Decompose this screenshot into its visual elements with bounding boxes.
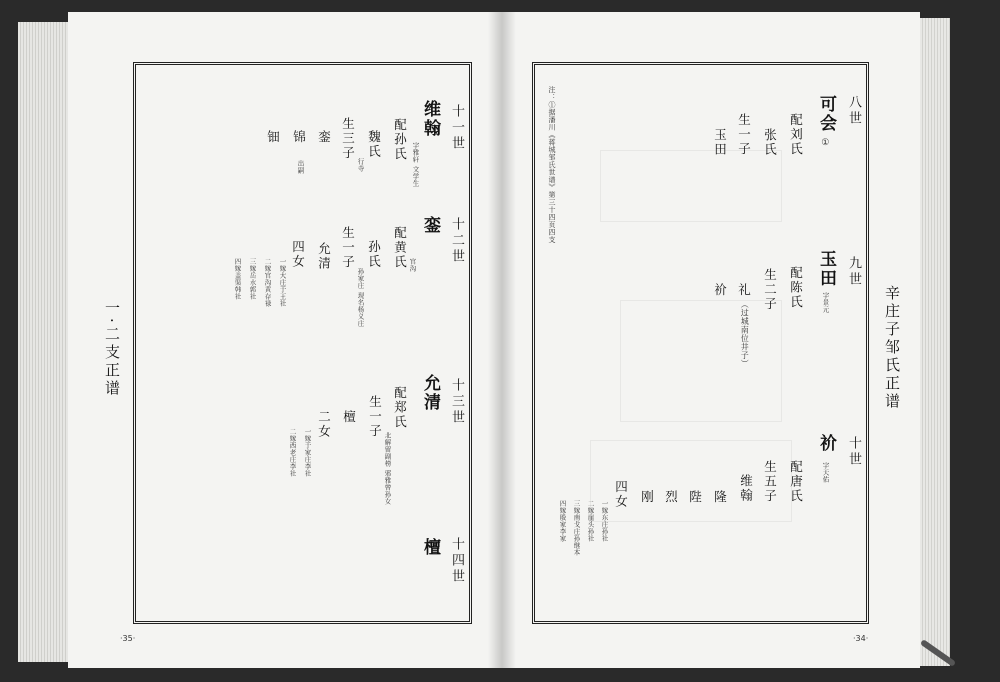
generation-header-11: 十一世	[449, 104, 464, 152]
spouse-huang-note: 官沟	[408, 258, 417, 272]
son-li-note: （过城南位井子）	[740, 300, 750, 368]
daughter-marriage-g10-2: 二嫁崖头孙社	[586, 500, 595, 542]
footnote-mark: ①	[820, 138, 831, 149]
daughter-marriage-g13-1: 一嫁于家庄李社	[303, 428, 312, 477]
footnote: 注：①据潘川《蒋城邹氏世谱》第三十四页四支	[548, 86, 557, 244]
person-name-yutian: 玉田	[816, 250, 836, 288]
daughter-marriage-g10-4: 四嫁殷家李家	[558, 500, 567, 542]
spouse-sun-2-note: 孙家庄 现名杨义庄	[356, 268, 365, 327]
spouse-sun: 配孙氏	[392, 118, 408, 162]
son-gang: 刚	[639, 490, 655, 505]
spouse-wei-note: 行寺	[356, 158, 365, 172]
son-bi: 陛	[687, 490, 703, 505]
spouse-sun-2: 孙氏	[366, 240, 382, 269]
children-count-g12: 生一子	[340, 226, 356, 270]
person-note-jie: 字天佑	[821, 462, 830, 483]
children-count-g9: 生二子	[762, 268, 778, 312]
daughter-marriage-1: 一嫁大庄于王社	[278, 258, 287, 307]
son-long: 隆	[712, 490, 728, 505]
son-jie: 祄	[712, 283, 728, 298]
spouse-wei: 魏氏	[366, 130, 382, 159]
person-name-weihan: 维翰	[420, 100, 440, 138]
generation-header-10: 十世	[846, 436, 861, 468]
left-page-edges	[18, 22, 68, 662]
generation-header-14: 十四世	[449, 537, 464, 585]
daughters-g10: 四女	[613, 480, 629, 509]
generation-header-12: 十二世	[449, 217, 464, 265]
son-jin-note: 出嗣	[296, 160, 305, 174]
spine-title: 一·二支正谱	[103, 300, 121, 398]
spouse-zheng-note: 北解留副榜 邪雅曾孙女	[383, 432, 392, 505]
son-tan: 檀	[341, 410, 357, 425]
daughter-marriage-g10-1: 一嫁东庄孙社	[600, 500, 609, 542]
gutter-shadow	[488, 12, 516, 668]
spouse-liu: 配刘氏	[788, 113, 804, 157]
daughters-g12: 四女	[290, 240, 306, 269]
generation-header-8: 八世	[846, 95, 861, 127]
person-note-yutian: 字景元	[821, 292, 830, 313]
person-name-jie: 祄	[816, 434, 836, 453]
spouse-zheng: 配郑氏	[392, 386, 408, 430]
son-li: 礼	[736, 283, 752, 298]
children-count-g10: 生五子	[762, 460, 778, 504]
son-luan: 銮	[316, 130, 332, 145]
person-name-kehui: 可会	[816, 95, 836, 133]
person-note-weihan: 字雅轩 文学生	[411, 142, 420, 187]
children-count-g11: 生三子	[340, 117, 356, 161]
right-page-number: ·34·	[853, 634, 869, 643]
daughter-marriage-g10-3: 三嫁南戈庄孙继本	[572, 500, 581, 556]
daughter-marriage-3: 三嫁岳水郭社	[248, 258, 257, 300]
spouse-zhang: 张氏	[762, 128, 778, 157]
generation-header-9: 九世	[846, 256, 861, 288]
daughter-marriage-g13-2: 二嫁西老庄李社	[288, 428, 297, 477]
left-page-number: ·35·	[120, 634, 136, 643]
generation-header-13: 十三世	[449, 378, 464, 426]
son-jin: 锦	[291, 130, 307, 145]
daughters-g13: 二女	[316, 410, 332, 439]
son-yutian: 玉田	[712, 128, 728, 157]
spouse-huang: 配黄氏	[392, 226, 408, 270]
right-page-edges	[920, 18, 950, 666]
person-name-tan: 檀	[420, 538, 440, 557]
daughter-marriage-2: 二嫁官沟黄存禄	[263, 258, 272, 307]
children-count-g8: 生一子	[736, 113, 752, 157]
son-lie: 烈	[663, 490, 679, 505]
person-name-yunqing: 允清	[420, 374, 440, 412]
spouse-tang: 配唐氏	[788, 460, 804, 504]
running-title: 辛庄子邹氏正谱	[883, 285, 901, 411]
son-weihan: 维翰	[738, 474, 754, 503]
daughter-marriage-4: 四嫁盖渠韩社	[233, 258, 242, 300]
son-dian: 钿	[265, 130, 281, 145]
children-count-g13: 生一子	[367, 395, 383, 439]
son-yunqing: 允清	[316, 242, 332, 271]
person-name-luan: 銮	[420, 216, 440, 235]
spouse-chen: 配陈氏	[788, 266, 804, 310]
